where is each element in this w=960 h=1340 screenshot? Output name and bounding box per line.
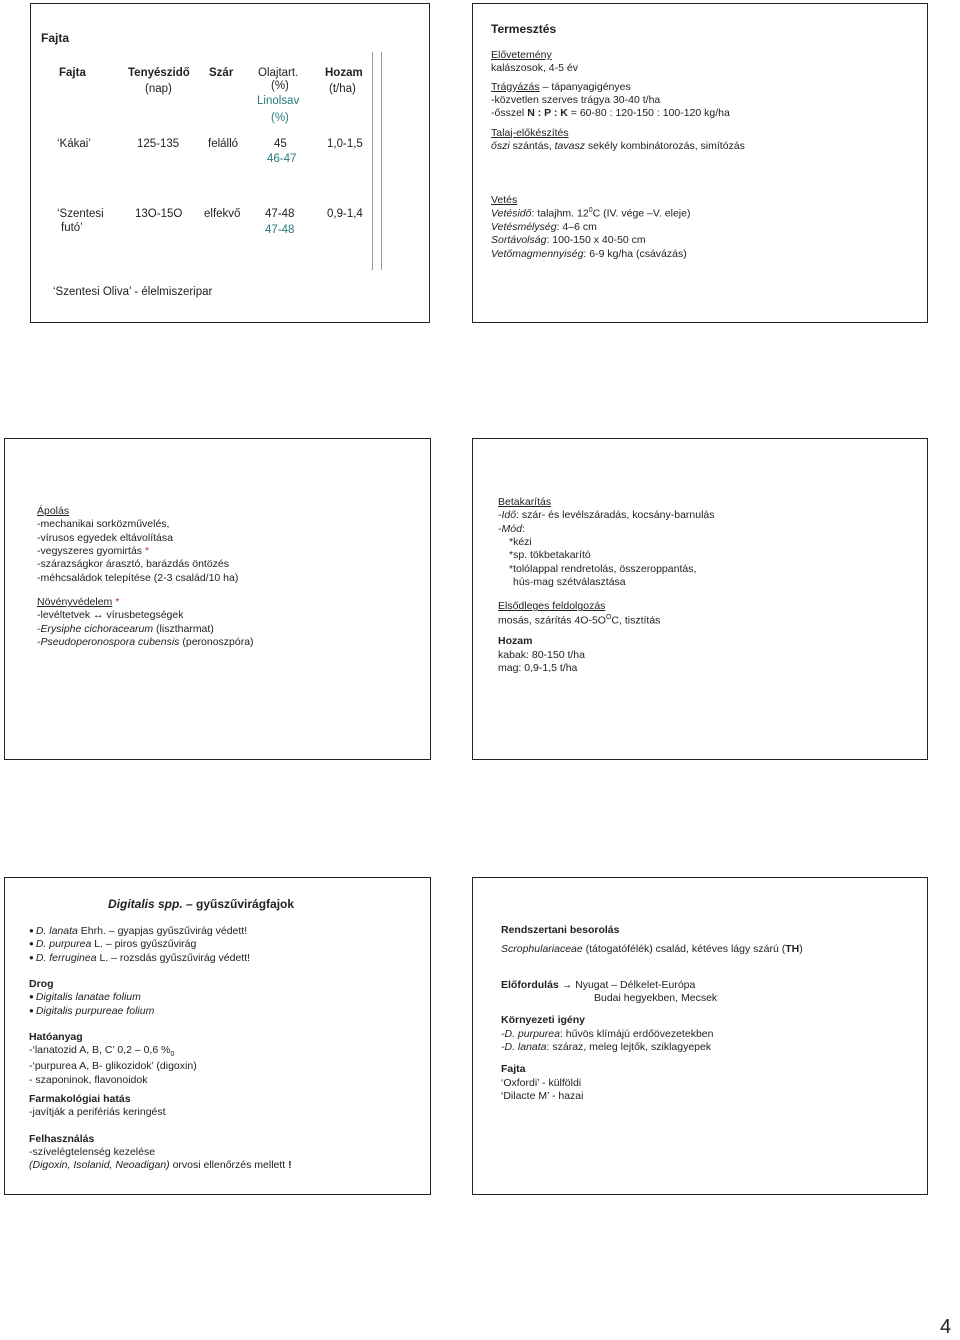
heading-drog: Drog [29, 978, 54, 990]
text-block-betakaritas [498, 496, 715, 675]
text-apolas-l5: -méhcsaládok telepítése (2-3 család/10 ha) [37, 571, 239, 584]
species-name: -D. lanata [501, 1040, 547, 1053]
cell-olaj: 45 [274, 138, 287, 150]
col-header-tenyeszido: Tenyészidő [128, 67, 190, 79]
drog-item: Digitalis purpureae folium [35, 1004, 155, 1017]
text-block-species [29, 925, 250, 965]
text-bet-l5: *tolólappal rendretolás, összeroppantás, [509, 562, 697, 575]
value-vetesido: : talajhm. 12 [531, 207, 589, 220]
text-noveny-l3: (peronoszpóra) [179, 635, 254, 648]
cell-tenyeszido: 13O-15O [135, 208, 183, 220]
heading-kornyezeti-igeny: Környezeti igény [501, 1014, 586, 1027]
col-header-olajtart-unit: (%) [271, 80, 289, 92]
text-mod: : [521, 522, 525, 535]
text-noveny-l2-latin: -Erysiphe cichoracearum [37, 622, 154, 635]
text-hat-l1: -‘lanatozid A, B, C’ 0,2 – 0,6 % [29, 1044, 171, 1057]
text-npk: N : P : K [527, 107, 568, 120]
cell-fajta: ‘Szentesi [57, 208, 104, 220]
title-hungarian: – gyűszűvirágfajok [182, 897, 295, 911]
slide-apolas [4, 438, 431, 760]
text-block-drog [29, 978, 292, 1173]
text-block-rendszertan [501, 924, 803, 1103]
cell-szar: felálló [208, 138, 239, 150]
text-felhasz-l1: -szívelégtelenség kezelése [29, 1145, 156, 1158]
slide-title [108, 897, 294, 912]
text-korny-l1: : hűvös klímájú erdőövezetekben [559, 1027, 714, 1040]
slide-betakaritas [472, 438, 928, 760]
value-sortavolsag: : 100-150 x 40-50 cm [546, 234, 646, 247]
text-felhasz-drugs: (Digoxin, Isolanid, Neoadigan) [29, 1159, 170, 1172]
text-fajta-l1: ‘Oxfordi’ - külföldi [501, 1076, 582, 1089]
heading-rendszertan: Rendszertani besorolás [501, 924, 620, 936]
slide-digitalis [4, 877, 431, 1195]
text-tragyazas: – tápanyagigényes [542, 80, 631, 93]
text-tragya-l2-pre: -ősszel [491, 107, 525, 120]
text-farm-l1: -javítják a perifériás keringést [29, 1106, 166, 1119]
species-desc: L. – rozsdás gyűszűvirág védett! [96, 951, 251, 964]
species-name: D. ferruginea [35, 951, 97, 964]
species-desc: Ehrh. – gyapjas gyűszűvirág védett! [77, 925, 248, 937]
value-vetesmelyseg: : 4–6 cm [556, 221, 597, 234]
text-elofor-l2: Budai hegyekben, Mecsek [594, 991, 718, 1004]
heading-betakaritas: Betakarítás [498, 496, 552, 508]
label-vetesmelyseg: Vetésmélység [491, 221, 557, 234]
text-apolas-l2: -vírusos egyedek eltávolítása [37, 531, 173, 544]
exclamation-mark: ! [288, 1159, 292, 1172]
col-header-szar: Szár [209, 67, 234, 79]
note-szentesi-oliva: ‘Szentesi Oliva’ - élelmiszeripar [53, 286, 213, 298]
species-desc: L. – piros gyűszűvirág [91, 938, 197, 951]
text-feldolg-a: mosás, szárítás 4O-5O [498, 614, 606, 627]
superscript: 0 [588, 207, 593, 215]
heading-fajta: Fajta [501, 1063, 526, 1076]
text-talaj-w1: őszi [491, 139, 510, 152]
species-name: D. lanata [35, 925, 78, 937]
col-header-fajta: Fajta [59, 67, 86, 79]
heading-hatoanyag: Hatóanyag [29, 1030, 83, 1043]
text-fajta-l2: ‘Dilacte M’ - hazai [501, 1089, 584, 1102]
heading-elofordulas: Előfordulás [501, 978, 559, 991]
text-block-vetes [491, 194, 690, 261]
text-hozam-l2: mag: 0,9-1,5 t/ha [498, 662, 578, 675]
cell-fajta-line2: futó’ [61, 222, 83, 234]
heading-farmakologia: Farmakológiai hatás [29, 1092, 131, 1105]
text-block-eloveteny [491, 49, 745, 153]
drog-item: Digitalis lanatae folium [35, 991, 141, 1004]
col-header-linolsav-unit: (%) [271, 112, 289, 124]
text-talaj-w3: tavasz [554, 139, 585, 152]
species-name: -D. purpurea [501, 1027, 560, 1040]
text-apolas-l3: -vegyszeres gyomirtás [37, 544, 143, 557]
label-vetomag: Vetőmagmennyiség [491, 247, 584, 260]
family-latin: Scrophulariaceae [501, 943, 583, 956]
col-header-tenyeszido-unit: (nap) [145, 83, 172, 95]
text-block-apolas [37, 505, 254, 649]
label-ido: -Idő [498, 509, 517, 522]
cell-linol: 47-48 [265, 224, 295, 236]
text-korny-l2: : száraz, meleg lejtők, sziklagyepek [546, 1040, 712, 1053]
text-felhasz-l2: orvosi ellenőrzés mellett [169, 1159, 286, 1172]
family-desc-end: ) [799, 943, 803, 956]
col-header-hozam-unit: (t/ha) [329, 83, 356, 95]
text-ido: : szár- és levélszáradás, kocsány-barnulás [516, 509, 715, 522]
value-vetesido-end: C (IV. vége –V. eleje) [592, 207, 691, 220]
subscript: 0 [170, 1051, 175, 1059]
cell-tenyeszido: 125-135 [137, 138, 180, 150]
label-sortavolsag: Sortávolság [491, 234, 547, 247]
text-noveny-l2: (lisztharmat) [153, 622, 214, 635]
text-elofor-l1: Nyugat – Délkelet-Európa [572, 978, 696, 991]
heading-felhasznalas: Felhasználás [29, 1132, 95, 1145]
label-vetesido: Vetésidő [491, 207, 532, 220]
text-bet-l3: *kézi [509, 535, 532, 548]
arrow-icon: → [561, 978, 573, 991]
text-feldolg-b: C, tisztítás [611, 614, 661, 627]
col-header-hozam: Hozam [325, 67, 363, 79]
slide-title: Termesztés [491, 22, 557, 36]
cell-hozam: 0,9-1,4 [327, 208, 363, 220]
asterisk-mark: * [115, 595, 120, 608]
cell-linol: 46-47 [267, 153, 297, 165]
heading-novenyvedelem: Növényvédelem [37, 595, 113, 608]
text-tragya-l1: -közvetlen szerves trágya 30-40 t/ha [491, 93, 661, 106]
species-name: D. purpurea [35, 938, 92, 951]
heading-tragyazas: Trágyázás [491, 80, 540, 93]
life-form: TH [785, 943, 800, 956]
text-hat-l2: -‘purpurea A, B- glikozidok’ (digoxin) [29, 1060, 197, 1073]
col-header-olajtart: Olajtart. [258, 67, 299, 79]
heading-talaj: Talaj-előkészítés [491, 126, 569, 139]
text-hat-l3: - szaponinok, flavonoidok [29, 1073, 148, 1086]
text-talaj-w4: sekély kombinátorozás, simítózás [585, 139, 745, 152]
family-desc: (tátogatófélék) család, kétéves lágy szárú ( [582, 943, 786, 956]
text-bet-l6: hús-mag szétválasztása [513, 575, 626, 588]
text-eloveteny: kalászosok, 4-5 év [491, 62, 578, 75]
asterisk-mark: * [144, 544, 150, 557]
superscript: O [605, 613, 612, 621]
value-vetomag: : 6-9 kg/ha (csávázás) [583, 247, 687, 260]
heading-vetes: Vetés [491, 194, 518, 206]
col-header-linolsav: Linolsav [257, 95, 300, 107]
text-apolas-l4: -szárazságkor árasztó, barázdás öntözés [37, 558, 230, 571]
heading-eloveteny: Elővetemény [491, 49, 552, 61]
text-noveny-l1: -levéltetvek ↔ vírusbetegségek [37, 609, 184, 622]
divider [372, 52, 373, 270]
cell-olaj: 47-48 [265, 208, 295, 220]
divider [381, 52, 382, 270]
heading-apolas: Ápolás [37, 505, 70, 517]
slide-fajta-table [30, 3, 430, 323]
text-tragya-l2-post: = 60-80 : 120-150 : 100-120 kg/ha [570, 107, 730, 120]
text-apolas-l1: -mechanikai sorközművelés, [37, 518, 170, 531]
slide-termesztes [472, 3, 928, 323]
cell-szar: elfekvő [204, 208, 241, 220]
label-mod: -Mód [498, 522, 522, 535]
heading-feldolgozas: Elsődleges feldolgozás [498, 600, 606, 613]
heading-hozam: Hozam [498, 635, 533, 648]
text-hozam-l1: kabak: 80-150 t/ha [498, 648, 585, 661]
text-noveny-l3-latin: -Pseudoperonospora cubensis [37, 635, 180, 648]
cell-hozam: 1,0-1,5 [327, 138, 363, 150]
cell-fajta: ‘Kákai’ [57, 138, 91, 150]
slide-title: Fajta [41, 31, 70, 45]
title-latin: Digitalis spp. [108, 897, 183, 911]
text-talaj-w2: szántás, [509, 139, 555, 152]
text-bet-l4: *sp. tökbetakarító [509, 549, 591, 562]
page-number: 4 [940, 1316, 952, 1338]
slide-rendszertan [472, 877, 928, 1195]
